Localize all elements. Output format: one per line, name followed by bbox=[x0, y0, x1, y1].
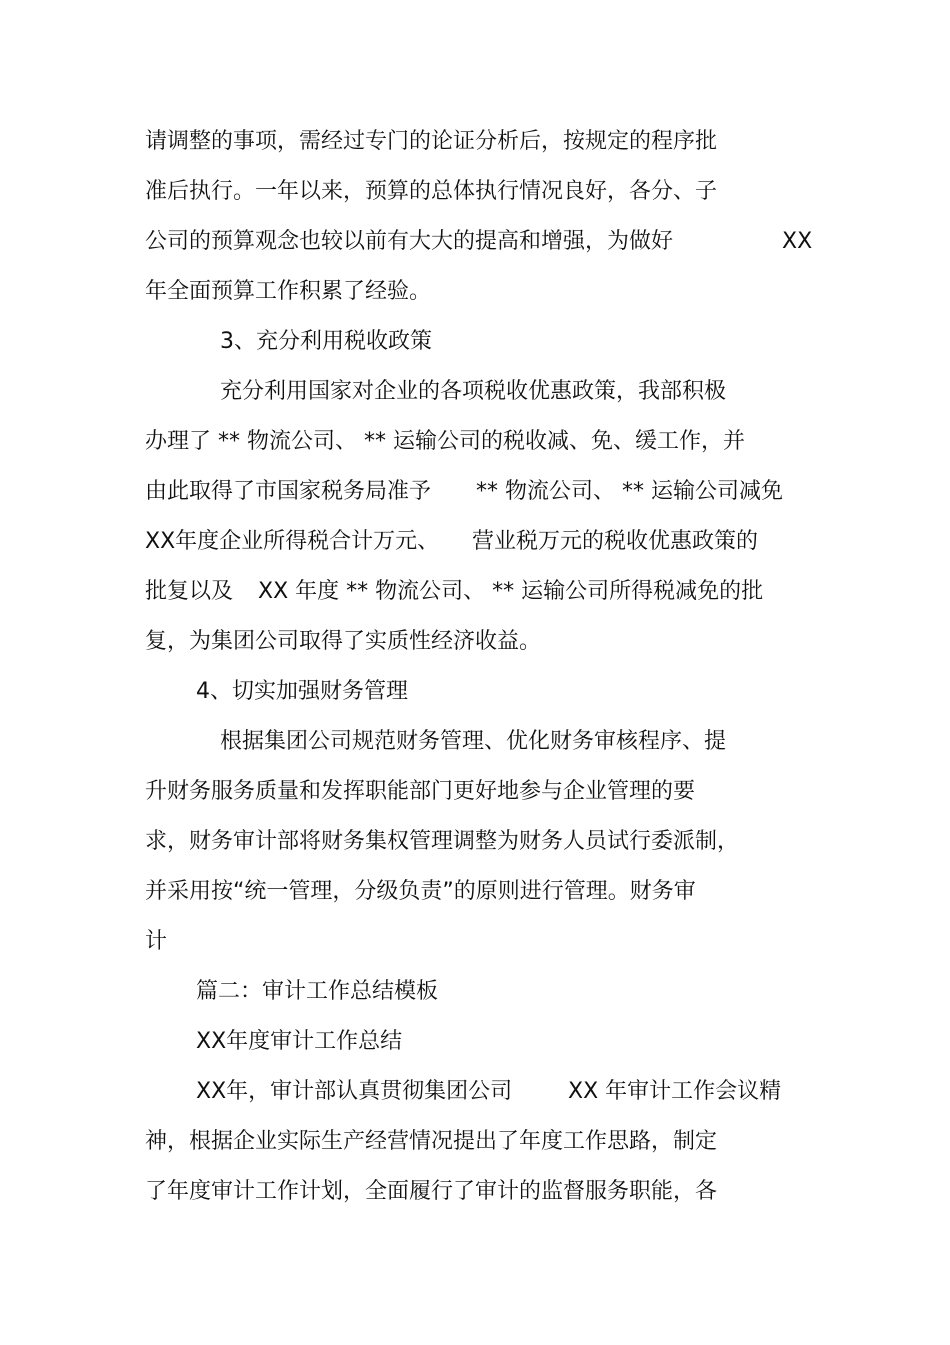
section-heading: 3、充分利用税收政策 bbox=[220, 329, 432, 354]
text-line: 根据集团公司规范财务管理、优化财务审核程序、提 bbox=[220, 729, 727, 754]
text-line: 年全面预算工作积累了经验。 bbox=[145, 279, 432, 304]
text-line: 升财务服务质量和发挥职能部门更好地参与企业管理的要 bbox=[145, 779, 696, 804]
text-line: 公司的预算观念也较以前有大大的提高和增强，为做好 bbox=[145, 229, 674, 254]
text-line: XX bbox=[782, 229, 813, 254]
text-line: ** 物流公司、 ** 运输公司减免 bbox=[476, 479, 783, 504]
text-line: 计 bbox=[145, 929, 168, 954]
section-heading: 4、切实加强财务管理 bbox=[196, 679, 408, 704]
text-line: 营业税万元的税收优惠政策的 bbox=[472, 529, 759, 554]
text-line: XX年度企业所得税合计万元、 bbox=[145, 529, 440, 554]
article-title: 篇二：审计工作总结模板 bbox=[196, 979, 439, 1004]
text-line: XX 年度 ** 物流公司、 ** 运输公司所得税减免的批 bbox=[258, 579, 764, 604]
text-line: 复，为集团公司取得了实质性经济收益。 bbox=[145, 629, 542, 654]
text-line: 批复以及 bbox=[145, 579, 234, 604]
text-line: 了年度审计工作计划，全面履行了审计的监督服务职能，各 bbox=[145, 1179, 718, 1204]
text-line: XX年，审计部认真贯彻集团公司 bbox=[196, 1079, 513, 1104]
text-line: 求，财务审计部将财务集权管理调整为财务人员试行委派制， bbox=[145, 829, 740, 854]
text-line: 神，根据企业实际生产经营情况提出了年度工作思路，制定 bbox=[145, 1129, 718, 1154]
text-line: XX 年审计工作会议精 bbox=[568, 1079, 782, 1104]
article-subtitle: XX年度审计工作总结 bbox=[196, 1029, 403, 1054]
text-line: 办理了 ** 物流公司、 ** 运输公司的税收减、免、缓工作，并 bbox=[145, 429, 745, 454]
text-line: 并采用按“统一管理，分级负责”的原则进行管理。财务审 bbox=[145, 879, 696, 904]
text-line: 准后执行。一年以来，预算的总体执行情况良好，各分、子 bbox=[145, 179, 718, 204]
text-line: 充分利用国家对企业的各项税收优惠政策，我部积极 bbox=[220, 379, 727, 404]
text-line: 请调整的事项，需经过专门的论证分析后，按规定的程序批 bbox=[145, 129, 718, 154]
text-line: 由此取得了市国家税务局准予 bbox=[145, 479, 432, 504]
